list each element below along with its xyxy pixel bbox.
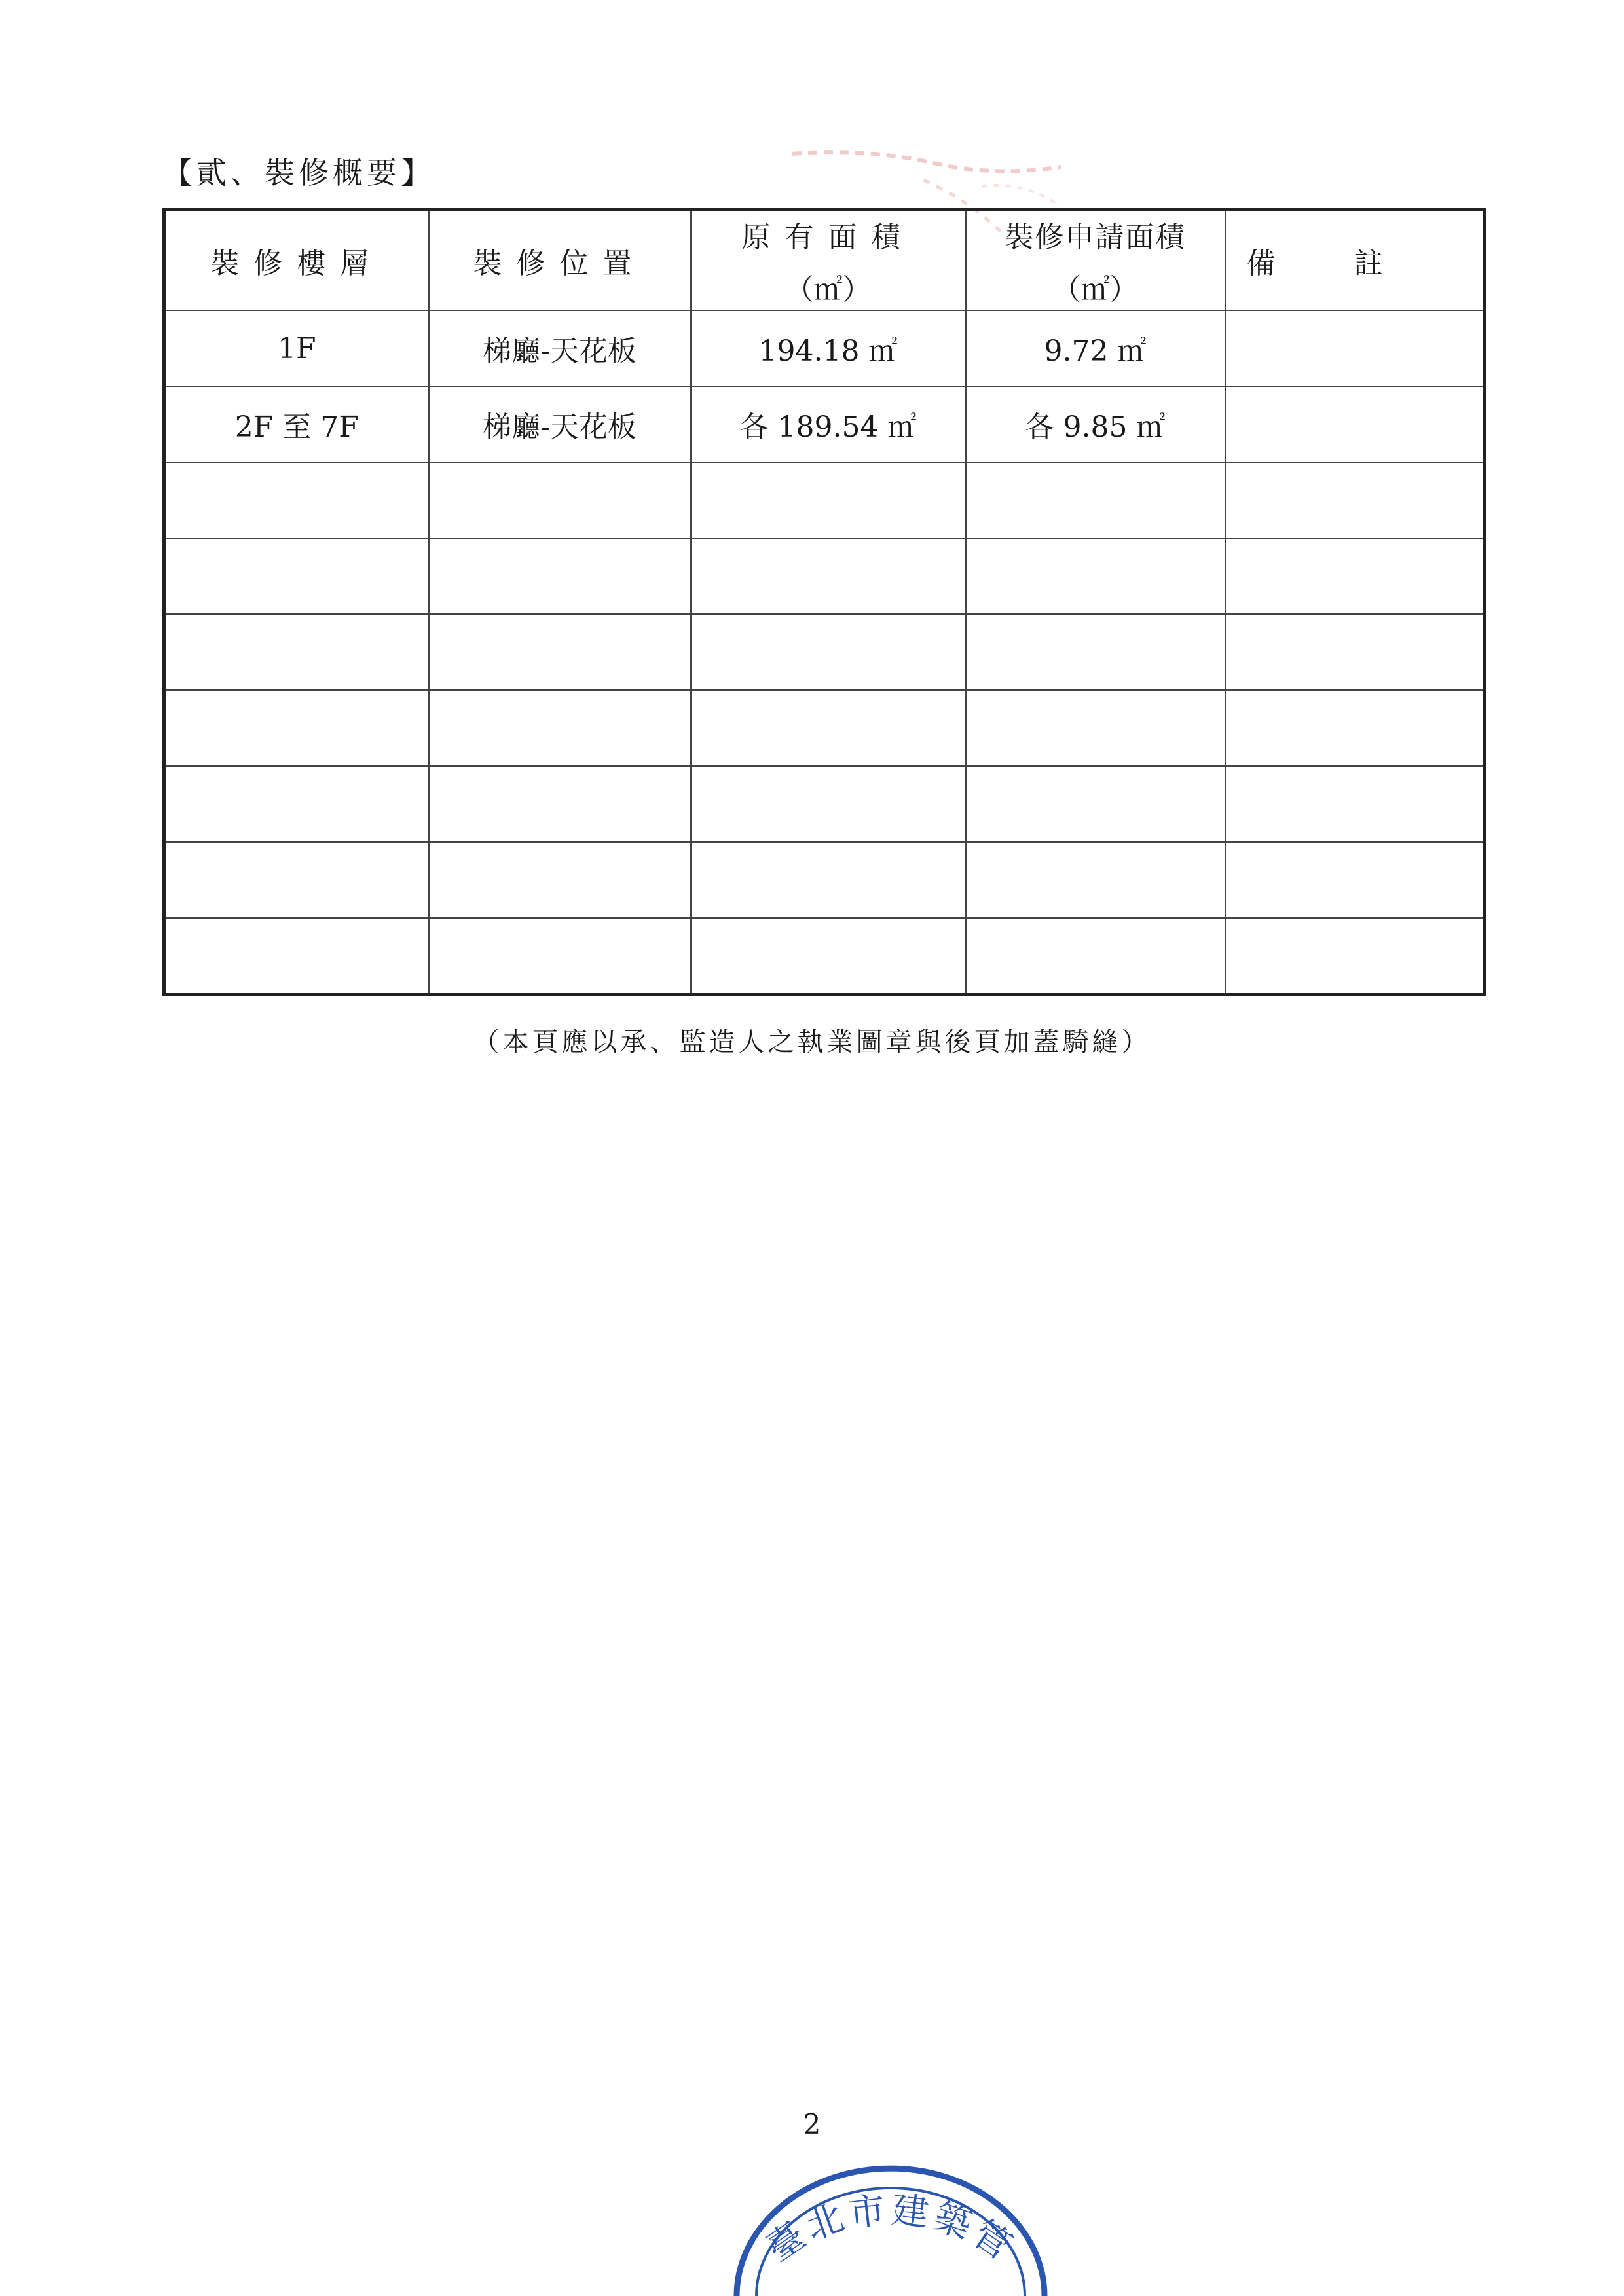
table-row [164, 614, 1485, 690]
cell-original-area [691, 842, 966, 918]
table-row [164, 538, 1485, 614]
table-row [164, 386, 1485, 462]
cell-original-area [691, 462, 966, 538]
cell-location [429, 918, 691, 995]
cell-remarks [1225, 690, 1485, 766]
cell-applied-area: 各 9.85 ㎡ [966, 386, 1225, 462]
cell-location [429, 462, 691, 538]
cell-location [429, 842, 691, 918]
cell-location: 梯廳-天花板 [429, 386, 691, 462]
header-original-area: 原有面積 （㎡） [691, 210, 966, 311]
cell-remarks [1225, 614, 1485, 690]
page-number: 2 [803, 2108, 821, 2140]
cell-remarks [1225, 310, 1485, 386]
table-row [164, 310, 1485, 386]
cell-original-area [691, 766, 966, 842]
stamp-text: 臺北市建築管 [759, 2189, 1022, 2270]
cell-location [429, 538, 691, 614]
cell-floor [164, 462, 429, 538]
renovation-summary-table [162, 208, 1486, 996]
cell-original-area: 各 189.54 ㎡ [691, 386, 966, 462]
header-remarks: 備註 [1225, 210, 1485, 311]
cell-remarks [1225, 842, 1485, 918]
cell-applied-area [966, 842, 1225, 918]
cell-original-area: 194.18 ㎡ [691, 310, 966, 386]
cell-floor [164, 766, 429, 842]
cell-location [429, 614, 691, 690]
table-row [164, 842, 1485, 918]
table-header-row [164, 210, 1485, 311]
cell-floor [164, 690, 429, 766]
cell-remarks [1225, 918, 1485, 995]
cell-floor: 2F 至 7F [164, 386, 429, 462]
cell-remarks [1225, 462, 1485, 538]
cell-original-area [691, 918, 966, 995]
seal-instruction-note: （本頁應以承、監造人之執業圖章與後頁加蓋騎縫） [473, 1027, 1151, 1057]
table-row [164, 766, 1485, 842]
cell-applied-area [966, 538, 1225, 614]
official-seal-stamp [720, 2160, 1061, 2296]
cell-location: 梯廳-天花板 [429, 310, 691, 386]
cell-applied-area: 9.72 ㎡ [966, 310, 1225, 386]
cell-applied-area [966, 918, 1225, 995]
cell-applied-area [966, 690, 1225, 766]
cell-floor [164, 538, 429, 614]
cell-floor: 1F [164, 310, 429, 386]
section-title: 【貳、裝修概要】 [162, 155, 435, 191]
table-row [164, 462, 1485, 538]
cell-original-area [691, 690, 966, 766]
cell-floor [164, 842, 429, 918]
header-floor: 裝修樓層 [164, 210, 429, 311]
cell-remarks [1225, 538, 1485, 614]
cell-applied-area [966, 766, 1225, 842]
svg-text:臺北市建築管 [759, 2189, 1022, 2270]
cell-remarks [1225, 766, 1485, 842]
cell-location [429, 766, 691, 842]
header-applied-area: 裝修申請面積 （㎡） [966, 210, 1225, 311]
cell-remarks [1225, 386, 1485, 462]
cell-original-area [691, 538, 966, 614]
table-row [164, 918, 1485, 995]
table-row [164, 690, 1485, 766]
cell-floor [164, 918, 429, 995]
cell-applied-area [966, 614, 1225, 690]
header-location: 裝修位置 [429, 210, 691, 311]
cell-location [429, 690, 691, 766]
cell-original-area [691, 614, 966, 690]
cell-applied-area [966, 462, 1225, 538]
cell-floor [164, 614, 429, 690]
